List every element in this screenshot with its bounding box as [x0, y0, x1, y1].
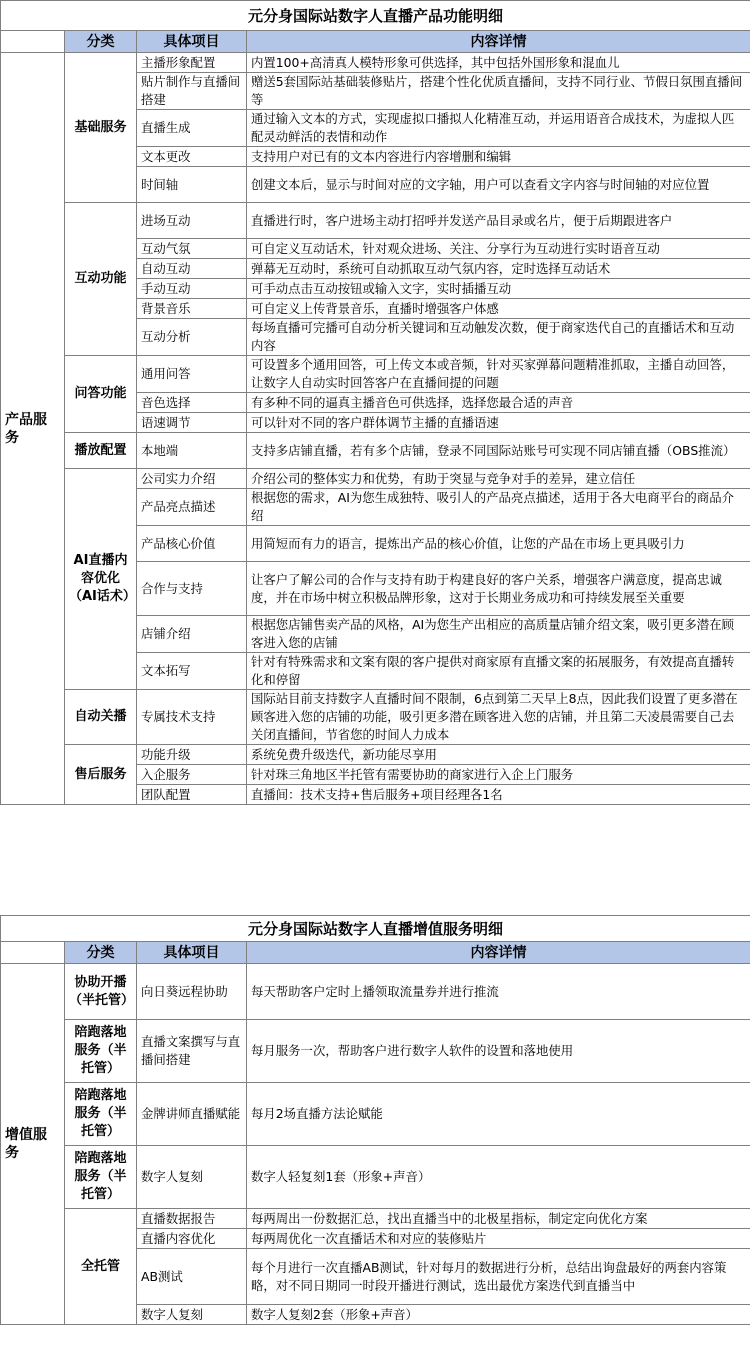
item-name: 数字人复刻: [137, 1305, 247, 1325]
item-detail: 根据您店铺售卖产品的风格，AI为您生产出相应的高质量店铺介绍文案，吸引更多潜在顾客进入您的店铺: [247, 616, 750, 653]
item-detail: 根据您的需求，AI为您生成独特、吸引人的产品亮点描述，适用于各大电商平台的商品介绍: [247, 489, 750, 526]
item-name: 直播数据报告: [137, 1209, 247, 1229]
item-detail: 弹幕无互动时，系统可自动抓取互动气氛内容，定时选择互动话术: [247, 259, 750, 279]
column-header: 分类: [65, 31, 137, 53]
item-detail: 每场直播可完播可自动分析关键词和互动触发次数，便于商家迭代自己的直播话术和互动内容: [247, 319, 750, 356]
group-name: 陪跑落地服务（半托管）: [65, 1146, 137, 1209]
item-detail: 可手动点击互动按钮或输入文字，实时插播互动: [247, 279, 750, 299]
table-row: [1, 1209, 750, 1229]
table-row: [1, 690, 750, 745]
item-name: 店铺介绍: [137, 616, 247, 653]
item-detail: 直播进行时，客户进场主动打招呼并发送产品目录或名片，便于后期跟进客户: [247, 203, 750, 239]
table-row: [1, 1146, 750, 1209]
item-detail: 国际站目前支持数字人直播时间不限制，6点到第二天早上8点，因此我们设置了更多潜在顾客进入您的店铺的功能，吸引更多潜在顾客进入您的店铺，并且第二天凌晨需要自己去关闭直播间，节省您的时间人力成本: [247, 690, 750, 745]
table-row: [1, 745, 750, 765]
column-header: 内容详情: [247, 31, 750, 53]
table-row: [1, 964, 750, 1020]
value-added-service-table-title: 元分身国际站数字人直播增值服务明细: [1, 916, 750, 942]
item-detail: 支持多店铺直播，若有多个店铺，登录不同国际站账号可实现不同店铺直播（OBS推流）: [247, 433, 750, 469]
item-detail: 针对珠三角地区半托管有需要协助的商家进行入企上门服务: [247, 765, 750, 785]
product-function-table-title: 元分身国际站数字人直播产品功能明细: [1, 1, 750, 31]
item-name: 文本更改: [137, 147, 247, 167]
item-name: 互动气氛: [137, 239, 247, 259]
item-name: 贴片制作与直播间搭建: [137, 73, 247, 110]
column-header: 具体项目: [137, 31, 247, 53]
item-detail: 通过输入文本的方式，实现虚拟口播拟人化精准互动，并运用语音合成技术，为虚拟人匹配灵动鲜活的表情和动作: [247, 110, 750, 147]
group-name: 自动关播: [65, 690, 137, 745]
group-name: 播放配置: [65, 433, 137, 469]
item-name: 入企服务: [137, 765, 247, 785]
item-name: 自动互动: [137, 259, 247, 279]
item-detail: 让客户了解公司的合作与支持有助于构建良好的客户关系，增强客户满意度，提高忠诚度，并在市场中树立积极品牌形象，这对于长期业务成功和可持续发展至关重要: [247, 562, 750, 616]
item-detail: 可以针对不同的客户群体调节主播的直播语速: [247, 413, 750, 433]
item-detail: 每月服务一次，帮助客户进行数字人软件的设置和落地使用: [247, 1020, 750, 1083]
group-name: 全托管: [65, 1209, 137, 1325]
table-row: [1, 433, 750, 469]
item-name: 产品亮点描述: [137, 489, 247, 526]
item-name: 数字人复刻: [137, 1146, 247, 1209]
item-detail: 每月2场直播方法论赋能: [247, 1083, 750, 1146]
item-name: 时间轴: [137, 167, 247, 203]
item-detail: 系统免费升级迭代，新功能尽享用: [247, 745, 750, 765]
item-detail: 用简短而有力的语言，提炼出产品的核心价值，让您的产品在市场上更具吸引力: [247, 526, 750, 562]
item-detail: 有多种不同的逼真主播音色可供选择，选择您最合适的声音: [247, 393, 750, 413]
item-name: 公司实力介绍: [137, 469, 247, 489]
item-name: 金牌讲师直播赋能: [137, 1083, 247, 1146]
top-category: 增值服务: [1, 964, 65, 1325]
item-name: 本地端: [137, 433, 247, 469]
table-row: [1, 1083, 750, 1146]
item-name: 进场互动: [137, 203, 247, 239]
item-detail: 每两周出一份数据汇总，找出直播当中的北极星指标，制定定向优化方案: [247, 1209, 750, 1229]
item-name: 音色选择: [137, 393, 247, 413]
item-detail: 支持用户对已有的文本内容进行内容增删和编辑: [247, 147, 750, 167]
item-name: 文本拓写: [137, 653, 247, 690]
item-detail: 直播间：技术支持+售后服务+项目经理各1名: [247, 785, 750, 805]
value-added-service-table: [0, 915, 750, 1325]
item-name: 向日葵远程协助: [137, 964, 247, 1020]
item-name: 主播形象配置: [137, 53, 247, 73]
item-detail: 创建文本后，显示与时间对应的文字轴，用户可以查看文字内容与时间轴的对应位置: [247, 167, 750, 203]
table-row: [1, 53, 750, 73]
item-name: 直播文案撰写与直播间搭建: [137, 1020, 247, 1083]
group-name: 陪跑落地服务（半托管）: [65, 1020, 137, 1083]
group-name: 互动功能: [65, 203, 137, 356]
item-name: AB测试: [137, 1249, 247, 1305]
group-name: 基础服务: [65, 53, 137, 203]
column-header: 分类: [65, 942, 137, 964]
item-name: 团队配置: [137, 785, 247, 805]
item-name: 手动互动: [137, 279, 247, 299]
item-detail: 数字人复刻2套（形象+声音）: [247, 1305, 750, 1325]
item-detail: 每个月进行一次直播AB测试，针对每月的数据进行分析，总结出询盘最好的两套内容策略，对不同日期同一时段开播进行测试，选出最优方案迭代到直播当中: [247, 1249, 750, 1305]
group-name: 问答功能: [65, 356, 137, 433]
header-blank-cell: [1, 31, 65, 53]
item-name: 专属技术支持: [137, 690, 247, 745]
top-category: 产品服务: [1, 53, 65, 805]
table-row: [1, 469, 750, 489]
item-detail: 每两周优化一次直播话术和对应的装修贴片: [247, 1229, 750, 1249]
item-name: 语速调节: [137, 413, 247, 433]
item-detail: 可自定义互动话术，针对观众进场、关注、分享行为互动进行实时语音互动: [247, 239, 750, 259]
column-header: 具体项目: [137, 942, 247, 964]
item-name: 产品核心价值: [137, 526, 247, 562]
item-detail: 介绍公司的整体实力和优势，有助于突显与竞争对手的差异，建立信任: [247, 469, 750, 489]
item-detail: 数字人轻复刻1套（形象+声音）: [247, 1146, 750, 1209]
item-detail: 赠送5套国际站基础装修贴片，搭建个性化优质直播间，支持不同行业、节假日氛围直播间等: [247, 73, 750, 110]
item-name: 互动分析: [137, 319, 247, 356]
item-name: 通用问答: [137, 356, 247, 393]
item-name: 合作与支持: [137, 562, 247, 616]
item-detail: 可自定义上传背景音乐，直播时增强客户体感: [247, 299, 750, 319]
item-detail: 每天帮助客户定时上播领取流量券并进行推流: [247, 964, 750, 1020]
item-name: 直播内容优化: [137, 1229, 247, 1249]
table-row: [1, 356, 750, 393]
item-detail: 针对有特殊需求和文案有限的客户提供对商家原有直播文案的拓展服务，有效提高直播转化和停留: [247, 653, 750, 690]
item-detail: 可设置多个通用回答，可上传文本或音频，针对买家弹幕问题精准抓取，主播自动回答，让数字人自动实时回答客户在直播间提的问题: [247, 356, 750, 393]
table-row: [1, 1020, 750, 1083]
column-header: 内容详情: [247, 942, 750, 964]
group-name: 陪跑落地服务（半托管）: [65, 1083, 137, 1146]
item-name: 功能升级: [137, 745, 247, 765]
group-name: 协助开播（半托管）: [65, 964, 137, 1020]
item-name: 背景音乐: [137, 299, 247, 319]
group-name: 售后服务: [65, 745, 137, 805]
item-name: 直播生成: [137, 110, 247, 147]
item-detail: 内置100+高清真人模特形象可供选择，其中包括外国形象和混血儿: [247, 53, 750, 73]
table-row: [1, 203, 750, 239]
group-name: AI直播内容优化（AI话术）: [65, 469, 137, 690]
header-blank-cell: [1, 942, 65, 964]
